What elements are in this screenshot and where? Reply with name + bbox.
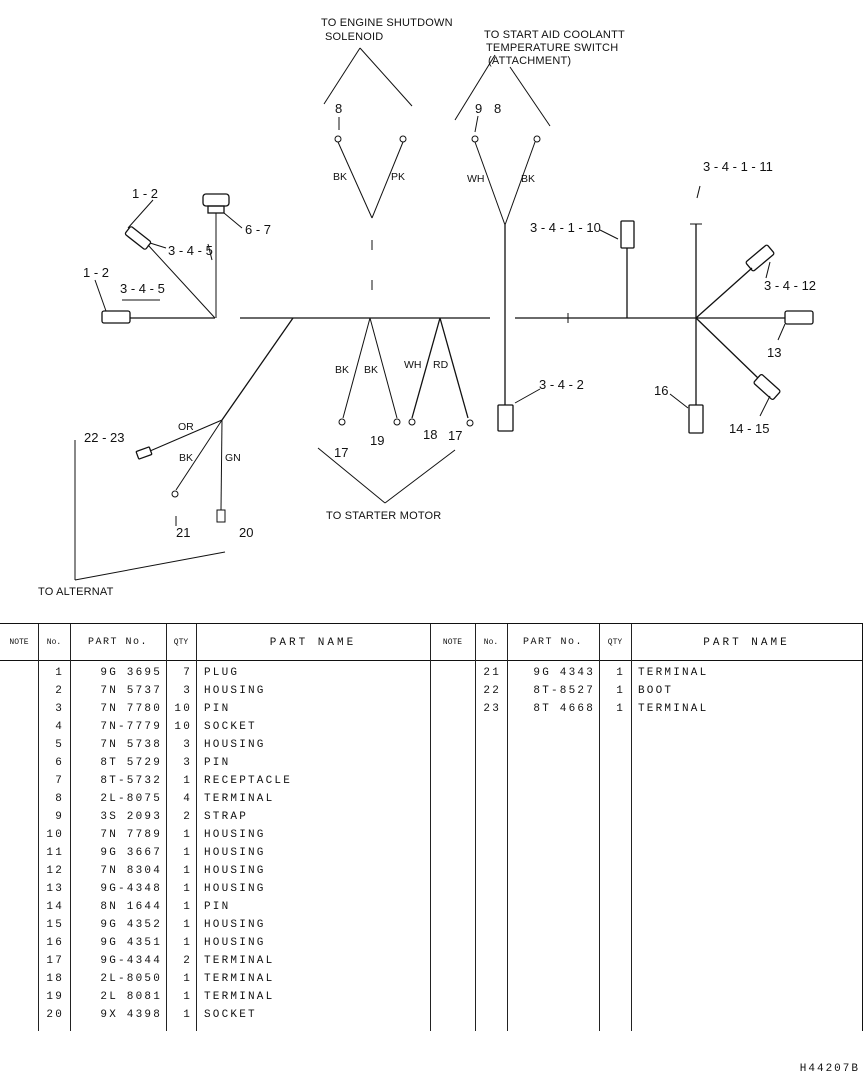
part-number: 9G-4344 bbox=[100, 955, 162, 967]
callout-8-shutdown: 8 bbox=[335, 101, 343, 116]
quantity: 4 bbox=[183, 793, 192, 805]
part-number: 2L-8075 bbox=[100, 793, 162, 805]
wire-label-bk3: BK bbox=[335, 364, 350, 376]
quantity: 1 bbox=[183, 865, 192, 877]
table-row bbox=[0, 664, 430, 682]
part-name: HOUSING bbox=[204, 739, 266, 751]
table-row bbox=[0, 934, 430, 952]
callout-3-4-1-10: 3 - 4 - 1 - 10 bbox=[530, 220, 601, 235]
wire-label-wh1: WH bbox=[467, 173, 485, 185]
part-number: 8T-5732 bbox=[100, 775, 162, 787]
part-number: 8T 5729 bbox=[100, 757, 162, 769]
quantity: 3 bbox=[183, 757, 192, 769]
starter-motor-branch bbox=[318, 318, 473, 503]
quantity: 1 bbox=[183, 919, 192, 931]
part-number: 8T 4668 bbox=[533, 703, 595, 715]
table-row bbox=[0, 898, 430, 916]
callout-14-15: 14 - 15 bbox=[729, 421, 770, 436]
item-no: 17 bbox=[46, 955, 64, 967]
part-number: 8T-8527 bbox=[533, 685, 595, 697]
part-number: 2L 8081 bbox=[100, 991, 162, 1003]
table-row bbox=[0, 808, 430, 826]
part-number: 9G 3667 bbox=[100, 847, 162, 859]
wire-label-or: OR bbox=[178, 421, 194, 433]
header-no-right: No. bbox=[483, 638, 499, 647]
table-row bbox=[0, 1006, 430, 1024]
part-number: 7N 5737 bbox=[100, 685, 162, 697]
callout-18: 18 bbox=[423, 427, 438, 442]
item-no: 13 bbox=[46, 883, 64, 895]
item-no: 9 bbox=[55, 811, 64, 823]
part-name: TERMINAL bbox=[204, 793, 275, 805]
part-name: HOUSING bbox=[204, 829, 266, 841]
table-row bbox=[437, 682, 867, 700]
callout-3-4-2: 3 - 4 - 2 bbox=[539, 377, 584, 392]
table-row bbox=[0, 790, 430, 808]
part-number: 8N 1644 bbox=[100, 901, 162, 913]
drawing-id: H44207B bbox=[799, 1063, 860, 1075]
quantity: 3 bbox=[183, 739, 192, 751]
wire-label-rd: RD bbox=[433, 359, 449, 371]
right-breakout bbox=[670, 186, 813, 433]
header-no-left: No. bbox=[46, 638, 62, 647]
part-number: 9X 4398 bbox=[100, 1009, 162, 1021]
callout-20: 20 bbox=[239, 525, 254, 540]
item-no: 18 bbox=[46, 973, 64, 985]
table-row bbox=[0, 952, 430, 970]
item-no: 15 bbox=[46, 919, 64, 931]
item-no: 5 bbox=[55, 739, 64, 751]
callout-17a: 17 bbox=[334, 445, 349, 460]
quantity: 10 bbox=[174, 721, 192, 733]
table-row bbox=[0, 970, 430, 988]
wire-label-bk4: BK bbox=[364, 364, 379, 376]
part-name: STRAP bbox=[204, 811, 249, 823]
table-row bbox=[0, 844, 430, 862]
quantity: 7 bbox=[183, 667, 192, 679]
quantity: 10 bbox=[174, 703, 192, 715]
callout-1-2-upper: 1 - 2 bbox=[132, 186, 159, 201]
part-name: PLUG bbox=[204, 667, 240, 679]
header-part-no-left: PART No. bbox=[87, 637, 148, 648]
part-name: PIN bbox=[204, 757, 231, 769]
part-name: SOCKET bbox=[204, 721, 257, 733]
part-name: HOUSING bbox=[204, 937, 266, 949]
header-part-name-left: PART NAME bbox=[269, 637, 357, 649]
wire-label-bk2: BK bbox=[521, 173, 536, 185]
callout-3-4-5-upper: 3 - 4 - 5 bbox=[168, 243, 213, 258]
caption-engine-shutdown-line1: TO ENGINE SHUTDOWN bbox=[321, 17, 453, 29]
part-number: 3S 2093 bbox=[100, 811, 162, 823]
callout-13: 13 bbox=[767, 345, 782, 360]
shutdown-solenoid-branch bbox=[324, 48, 412, 290]
part-number: 7N 7780 bbox=[100, 703, 162, 715]
item-no: 12 bbox=[46, 865, 64, 877]
part-name: HOUSING bbox=[204, 847, 266, 859]
item-no: 23 bbox=[483, 703, 501, 715]
callout-16: 16 bbox=[654, 383, 669, 398]
callout-1-2-left: 1 - 2 bbox=[83, 265, 110, 280]
callout-9: 9 bbox=[475, 101, 483, 116]
part-number: 2L-8050 bbox=[100, 973, 162, 985]
start-aid-branch bbox=[455, 55, 550, 431]
table-row bbox=[0, 700, 430, 718]
quantity: 1 bbox=[183, 937, 192, 949]
main-harness-trunk bbox=[130, 313, 785, 323]
callout-6-7: 6 - 7 bbox=[245, 222, 272, 237]
part-name: TERMINAL bbox=[638, 667, 709, 679]
wire-label-pk: PK bbox=[391, 171, 406, 183]
part-name: HOUSING bbox=[204, 865, 266, 877]
caption-engine-shutdown-line2: SOLENOID bbox=[325, 31, 384, 43]
part-name: BOOT bbox=[638, 685, 674, 697]
item-no: 4 bbox=[55, 721, 64, 733]
col-divider bbox=[430, 624, 431, 1031]
quantity: 1 bbox=[616, 667, 625, 679]
part-number: 7N 8304 bbox=[100, 865, 162, 877]
part-name: HOUSING bbox=[204, 883, 266, 895]
callout-3-4-12: 3 - 4 - 12 bbox=[764, 278, 817, 293]
quantity: 1 bbox=[183, 829, 192, 841]
parts-list-table bbox=[0, 623, 863, 1031]
header-qty-left: QTY bbox=[173, 638, 189, 647]
callout-3-4-1-11: 3 - 4 - 1 - 11 bbox=[703, 159, 773, 174]
quantity: 1 bbox=[183, 883, 192, 895]
caption-starter-motor: TO STARTER MOTOR bbox=[326, 510, 442, 522]
header-part-name-right: PART NAME bbox=[703, 637, 790, 649]
part-name: PIN bbox=[204, 901, 231, 913]
quantity: 1 bbox=[616, 703, 625, 715]
wire-label-bk1: BK bbox=[333, 171, 348, 183]
callout-17b: 17 bbox=[448, 428, 463, 443]
item-no: 21 bbox=[483, 667, 501, 679]
part-name: TERMINAL bbox=[638, 703, 709, 715]
alternator-branch bbox=[75, 318, 293, 580]
quantity: 1 bbox=[616, 685, 625, 697]
item-no: 19 bbox=[46, 991, 64, 1003]
caption-start-aid-line3: (ATTACHMENT) bbox=[488, 55, 572, 67]
part-name: HOUSING bbox=[204, 919, 266, 931]
part-number: 9G 4352 bbox=[100, 919, 162, 931]
table-row bbox=[437, 700, 867, 718]
table-row bbox=[0, 718, 430, 736]
quantity: 1 bbox=[183, 847, 192, 859]
item-no: 11 bbox=[46, 847, 64, 859]
header-note-left: NOTE bbox=[9, 638, 29, 647]
header-part-no-right: PART No. bbox=[522, 637, 583, 648]
wire-label-wh2: WH bbox=[404, 359, 422, 371]
table-row bbox=[0, 826, 430, 844]
part-number: 7N-7779 bbox=[100, 721, 162, 733]
item-no: 20 bbox=[46, 1009, 64, 1021]
caption-start-aid-line1: TO START AID COOLANTT bbox=[484, 29, 625, 41]
table-row bbox=[0, 862, 430, 880]
item-no: 6 bbox=[55, 757, 64, 769]
caption-alternator: TO ALTERNAT bbox=[38, 586, 114, 598]
item-no: 16 bbox=[46, 937, 64, 949]
wire-label-bk5: BK bbox=[179, 452, 194, 464]
wire-label-gn: GN bbox=[225, 452, 241, 464]
part-number: 7N 7789 bbox=[100, 829, 162, 841]
item-no: 7 bbox=[55, 775, 64, 787]
part-number: 9G-4348 bbox=[100, 883, 162, 895]
table-row bbox=[0, 682, 430, 700]
table-row bbox=[0, 880, 430, 898]
callout-8-startaid: 8 bbox=[494, 101, 502, 116]
quantity: 1 bbox=[183, 901, 192, 913]
callout-3-4-5-left: 3 - 4 - 5 bbox=[120, 281, 165, 296]
header-qty-right: QTY bbox=[607, 638, 623, 647]
part-number: 7N 5738 bbox=[100, 739, 162, 751]
item-no: 3 bbox=[55, 703, 64, 715]
part-name: SOCKET bbox=[204, 1009, 257, 1021]
callout-22-23: 22 - 23 bbox=[84, 430, 125, 445]
header-note-right: NOTE bbox=[442, 638, 463, 647]
part-name: TERMINAL bbox=[204, 955, 275, 967]
table-row bbox=[0, 916, 430, 934]
item-no: 10 bbox=[46, 829, 64, 841]
item-no: 22 bbox=[483, 685, 501, 697]
item-no: 8 bbox=[55, 793, 64, 805]
quantity: 1 bbox=[183, 991, 192, 1003]
part-name: TERMINAL bbox=[204, 991, 275, 1003]
quantity: 1 bbox=[183, 973, 192, 985]
part-number: 9G 4351 bbox=[100, 937, 162, 949]
table-row bbox=[0, 736, 430, 754]
quantity: 3 bbox=[183, 685, 192, 697]
quantity: 2 bbox=[183, 955, 192, 967]
part-name: HOUSING bbox=[204, 685, 266, 697]
part-number: 9G 4343 bbox=[533, 667, 595, 679]
item-no: 14 bbox=[46, 901, 64, 913]
table-row bbox=[0, 754, 430, 772]
caption-start-aid-line2: TEMPERATURE SWITCH bbox=[486, 42, 619, 54]
table-row bbox=[0, 772, 430, 790]
quantity: 1 bbox=[183, 1009, 192, 1021]
item-no: 2 bbox=[55, 685, 64, 697]
part-name: PIN bbox=[204, 703, 231, 715]
table-row bbox=[437, 664, 867, 682]
item-no: 1 bbox=[55, 667, 64, 679]
connector-3-4-1-10 bbox=[600, 221, 634, 318]
part-name: RECEPTACLE bbox=[204, 775, 293, 787]
table-row bbox=[0, 988, 430, 1006]
part-name: TERMINAL bbox=[204, 973, 275, 985]
quantity: 2 bbox=[183, 811, 192, 823]
quantity: 1 bbox=[183, 775, 192, 787]
callout-21: 21 bbox=[176, 525, 191, 540]
part-number: 9G 3695 bbox=[100, 667, 162, 679]
callout-19: 19 bbox=[370, 433, 385, 448]
parts-table-header bbox=[0, 624, 862, 661]
